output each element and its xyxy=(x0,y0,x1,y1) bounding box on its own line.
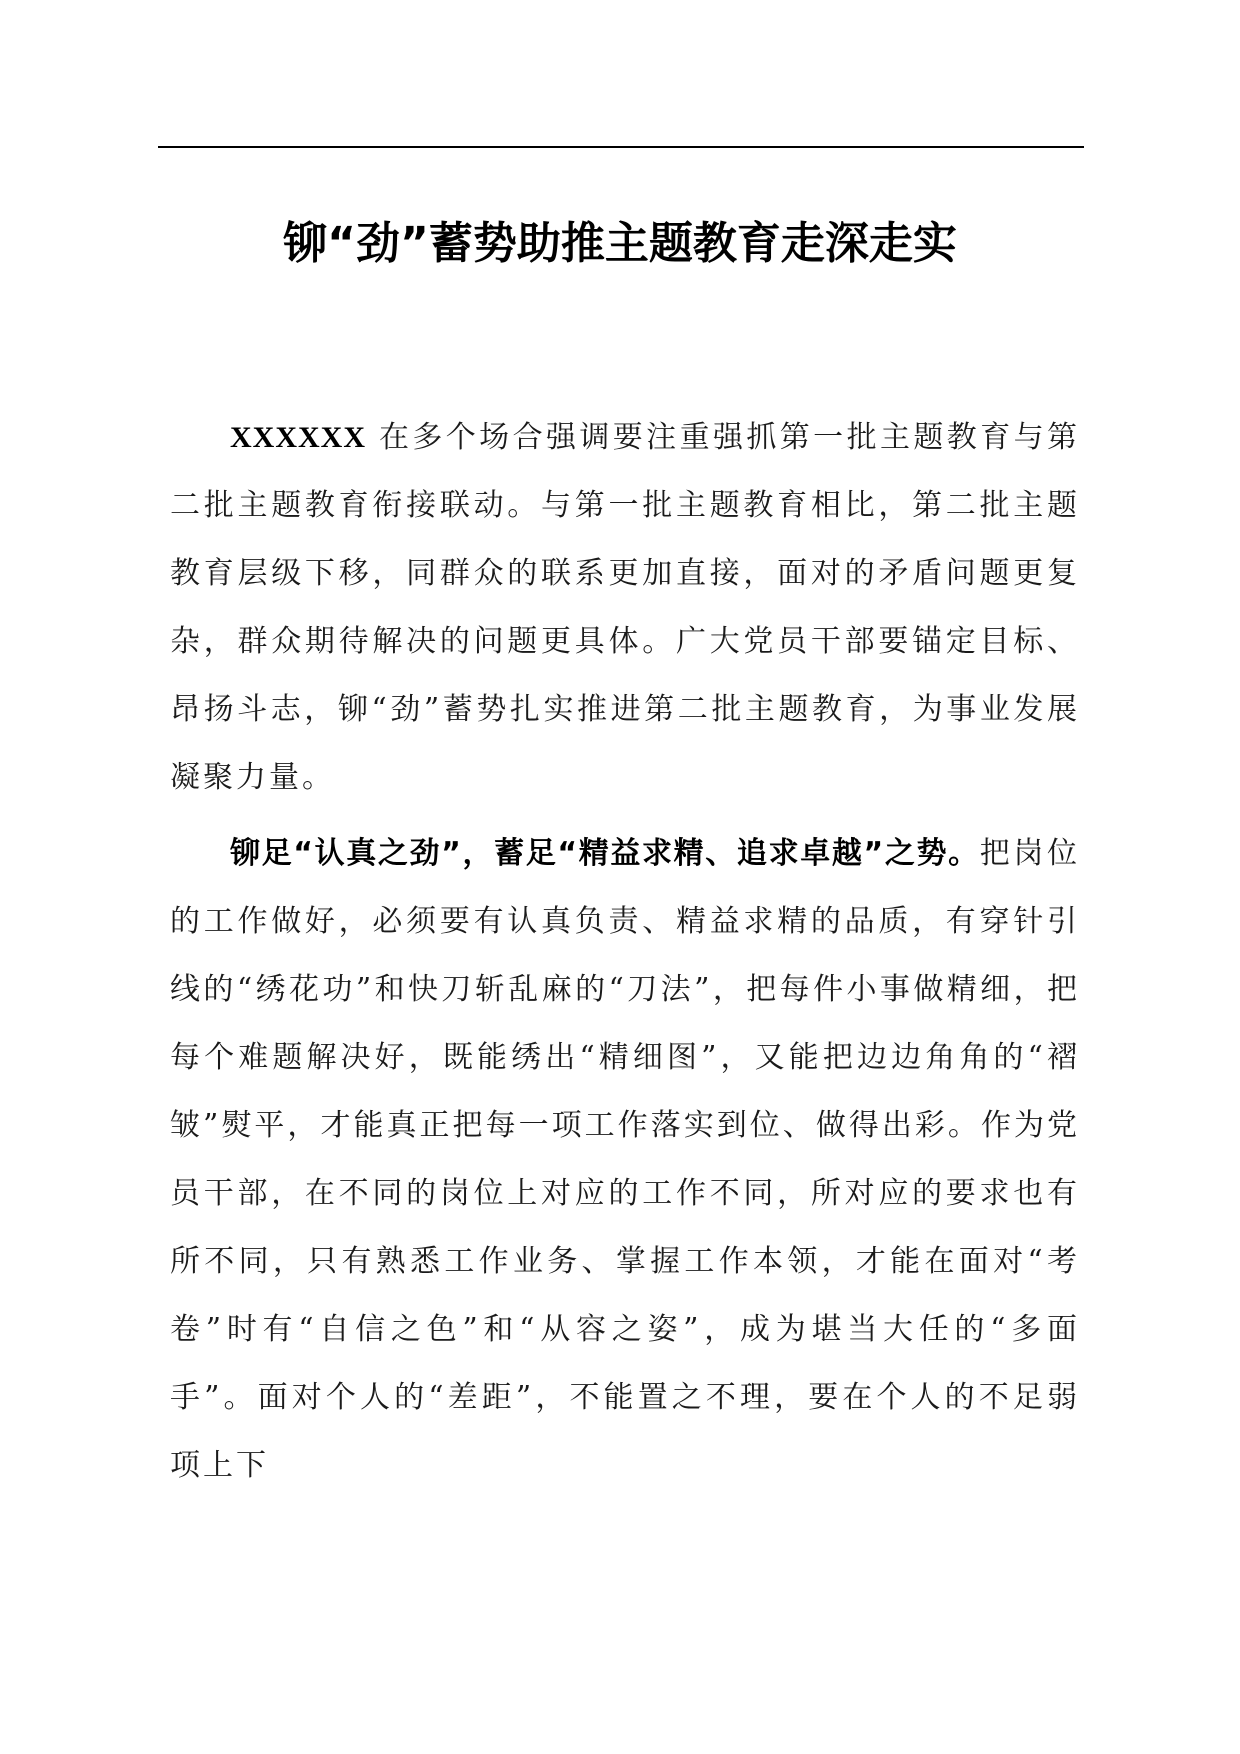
paragraph-2-heading: 铆足“认真之劲”，蓄足“精益求精、追求卓越”之势。 xyxy=(230,836,980,871)
header-rule xyxy=(158,146,1084,148)
paragraph-1-lead: XXXXXX xyxy=(230,421,366,454)
document-body xyxy=(170,404,1080,1508)
document-title: 铆“劲”蓄势助推主题教育走深走实 xyxy=(283,218,957,269)
paragraph-1 xyxy=(170,404,1080,812)
paragraph-2 xyxy=(170,820,1080,1500)
paragraph-2-text: 把岗位的工作做好，必须要有认真负责、精益求精的品质，有穿针引线的“绣花功”和快刀斩乱麻的“刀法”，把每件小事做精细，把每个难题解决好，既能绣出“精细图”，又能把边边角角的“褶皱”熨平，才能真正把每一项工作落实到位、做得出彩。作为党员干部，在不同的岗位上对应的工作不同，所对应的要求也有所不同，只有熟悉工作业务、掌握工作本领，才能在面对“考卷”时有“自信之色”和“从容之姿”，成为堪当大任的“多面手”。面对个人的“差距”，不能置之不理，要在个人的不足弱项上下 xyxy=(170,836,1081,1483)
paragraph-1-text: 在多个场合强调要注重强抓第一批主题教育与第二批主题教育衔接联动。与第一批主题教育相比，第二批主题教育层级下移，同群众的联系更加直接，面对的矛盾问题更复杂，群众期待解决的问题更具体。广大党员干部要锚定目标、昂扬斗志，铆“劲”蓄势扎实推进第二批主题教育，为事业发展凝聚力量。 xyxy=(170,420,1081,795)
